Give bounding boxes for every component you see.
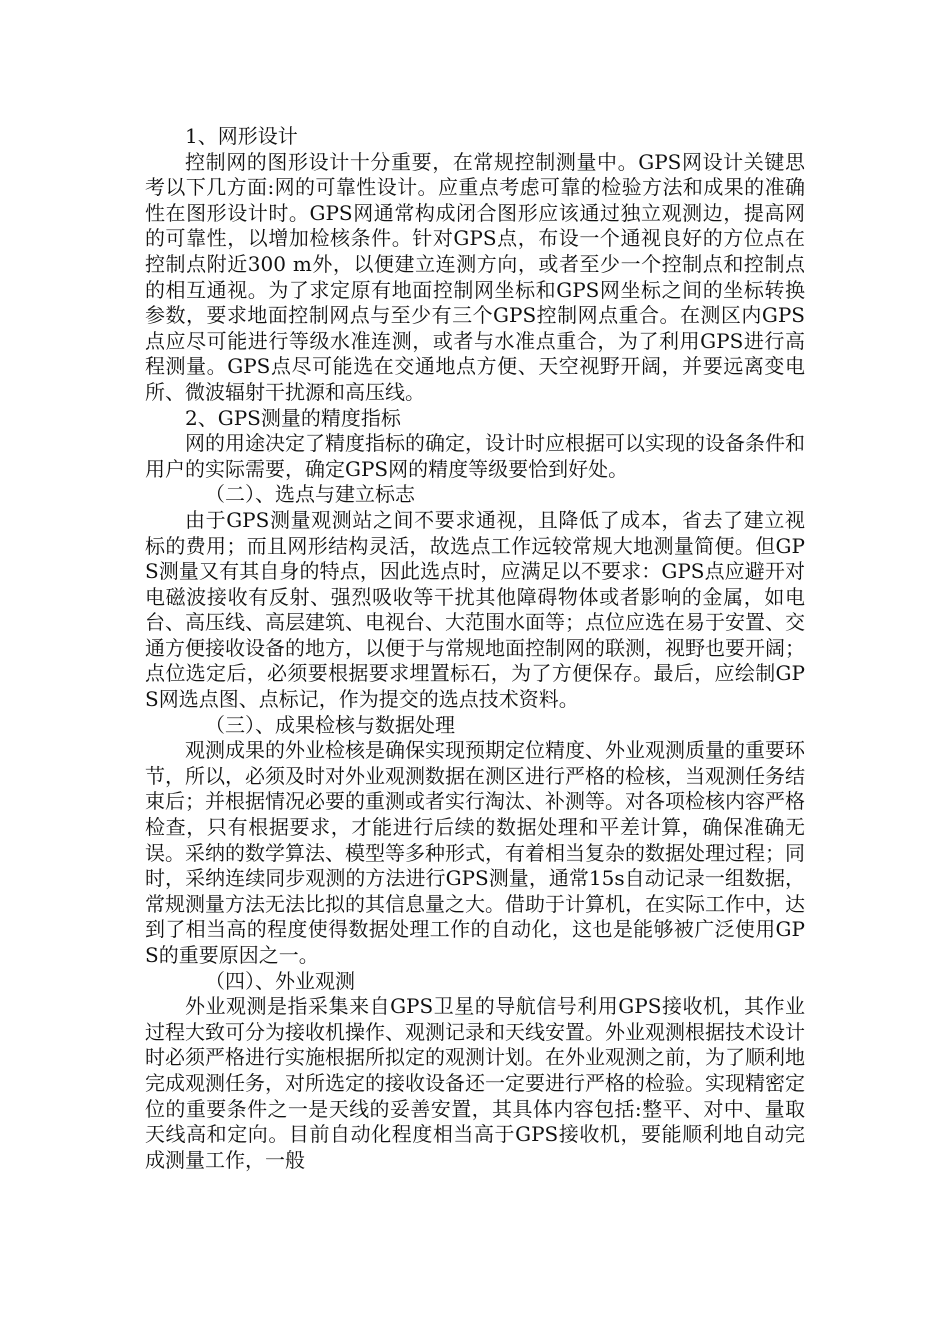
section-heading-data-processing: （三）、成果检核与数据处理 <box>205 712 455 737</box>
paragraph-field-observation: 外业观测是指采集来自GPS卫星的导航信号利用GPS接收机，其作业过程大致可分为接收机操作、观测记录和天线安置。外业观测根据技术设计时必须严格进行实施根据所拟定的观测计划。在外业观测之前，为了顺利地完成观测任务，对所选定的接收设备还一定要进行严格的检验。实现精密定位的重要条件之一是天线的妥善安置，其具体内容包括:整平、对中、量取天线高和定向。目前自动化程度相当高于GPS接收机，要能顺利地自动完成测量工作，一般 <box>145 994 805 1172</box>
section-heading-field-observation: （四）、外业观测 <box>205 968 355 993</box>
document-body <box>145 124 805 1173</box>
paragraph-data-processing: 观测成果的外业检核是确保实现预期定位精度、外业观测质量的重要环节，所以，必须及时对外业观测数据在测区进行严格的检核，当观测任务结束后；并根据情况必要的重测或者实行淘汰、补测等。对各项检核内容严格检查，只有根据要求，才能进行后续的数据处理和平差计算，确保准确无误。采纳的数学算法、模型等多种形式，有着相当复杂的数据处理过程；同时，采纳连续同步观测的方法进行GPS测量，通常15s自动记录一组数据，常规测量方法无法比拟的其信息量之大。借助于计算机，在实际工作中，达到了相当高的程度使得数据处理工作的自动化，这也是能够被广泛使用GPS的重要原因之一。 <box>145 738 805 967</box>
section-heading-accuracy: 2、GPS测量的精度指标 <box>185 405 401 430</box>
section-heading-site-selection: （二）、选点与建立标志 <box>205 482 415 507</box>
paragraph-network-design: 控制网的图形设计十分重要，在常规控制测量中。GPS网设计关键思考以下几方面:网的可靠性设计。应重点考虑可靠的检验方法和成果的准确性在图形设计时。GPS网通常构成闭合图形应该通过独立观测边，提高网的可靠性，以增加检核条件。针对GPS点，布设一个通视良好的方位点在控制点附近300 m外，以便建立连测方向，或者至少一个控制点和控制点的相互通视。为了求定原有地面控制网坐标和GPS网坐标之间的坐标转换参数，要求地面控制网点与至少有三个GPS控制网点重合。在测区内GPS点应尽可能进行等级水准连测，或者与水准点重合，为了利用GPS进行高程测量。GPS点尽可能选在交通地点方便、天空视野开阔，并要远离变电所、微波辐射干扰源和高压线。 <box>145 149 805 404</box>
paragraph-site-selection: 由于GPS测量观测站之间不要求通视，且降低了成本，省去了建立视标的费用；而且网形结构灵活，故选点工作远较常规大地测量简便。但GPS测量又有其自身的特点，因此选点时，应满足以不要求：GPS点应避开对电磁波接收有反射、强烈吸收等干扰其他障碍物体或者影响的金属，如电台、高压线、高层建筑、电视台、大范围水面等；点位应选在易于安置、交通方便接收设备的地方，以便于与常规地面控制网的联测，视野也要开阔；点位选定后，必须要根据要求埋置标石，为了方便保存。最后，应绘制GPS网选点图、点标记，作为提交的选点技术资料。 <box>145 507 805 712</box>
section-heading-network-design: 1、网形设计 <box>185 124 298 148</box>
paragraph-accuracy: 网的用途决定了精度指标的确定，设计时应根据可以实现的设备条件和用户的实际需要，确定GPS网的精度等级要恰到好处。 <box>145 431 805 481</box>
